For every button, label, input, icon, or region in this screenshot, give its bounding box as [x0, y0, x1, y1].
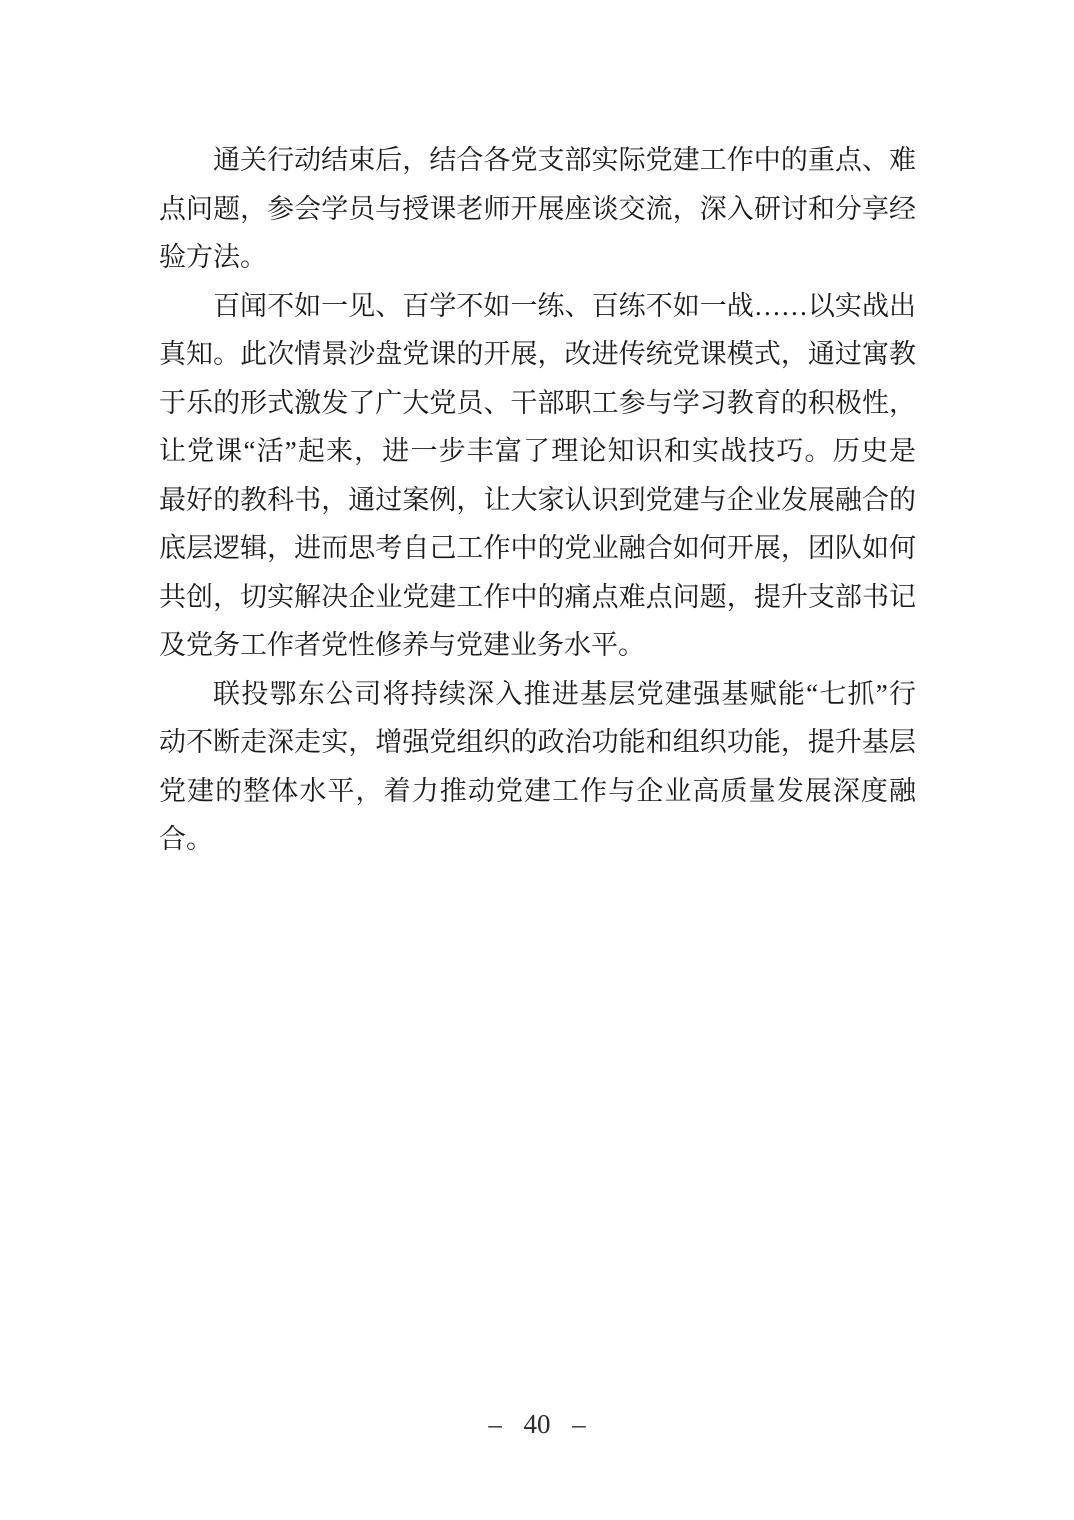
paragraph: [159, 136, 916, 282]
paragraph-line: 通关行动结束后，结合各党支部实际党建工作中的重点、难: [213, 145, 916, 175]
paragraph-line: 最好的教科书，通过案例，让大家认识到党建与企业发展融合的: [159, 484, 916, 515]
document-body: [159, 136, 916, 864]
paragraph-line: 真知。此次情景沙盘党课的开展，改进传统党课模式，通过寓教: [159, 339, 916, 369]
paragraph: [159, 282, 916, 670]
paragraph: [159, 670, 916, 864]
paragraph-line: 党建的整体水平，着力推动党建工作与企业高质量发展深度融: [159, 775, 916, 806]
paragraph-line: 联投鄂东公司将持续深入推进基层党建强基赋能“七抓”行: [213, 678, 916, 709]
paragraph-line: 百闻不如一见、百学不如一练、百练不如一战……以实战出: [213, 290, 916, 321]
paragraph-line: 验方法。: [159, 242, 267, 272]
paragraph-line: 于乐的形式激发了广大党员、干部职工参与学习教育的积极性，: [159, 387, 916, 418]
paragraph-line: 点问题，参会学员与授课老师开展座谈交流，深入研讨和分享经: [159, 193, 916, 224]
paragraph-line: 动不断走深走实，增强党组织的政治功能和组织功能，提升基层: [159, 727, 916, 757]
paragraph-line: 共创，切实解决企业党建工作中的痛点难点问题，提升支部书记: [159, 581, 916, 612]
page-number: – 40 –: [488, 1409, 586, 1439]
paragraph-line: 及党务工作者党性修养与党建业务水平。: [159, 630, 645, 660]
paragraph-line: 让党课“活”起来，进一步丰富了理论知识和实战技巧。历史是: [159, 436, 916, 466]
paragraph-line: 底层逻辑，进而思考自己工作中的党业融合如何开展，团队如何: [159, 533, 916, 563]
paragraph-line: 合。: [159, 824, 213, 854]
